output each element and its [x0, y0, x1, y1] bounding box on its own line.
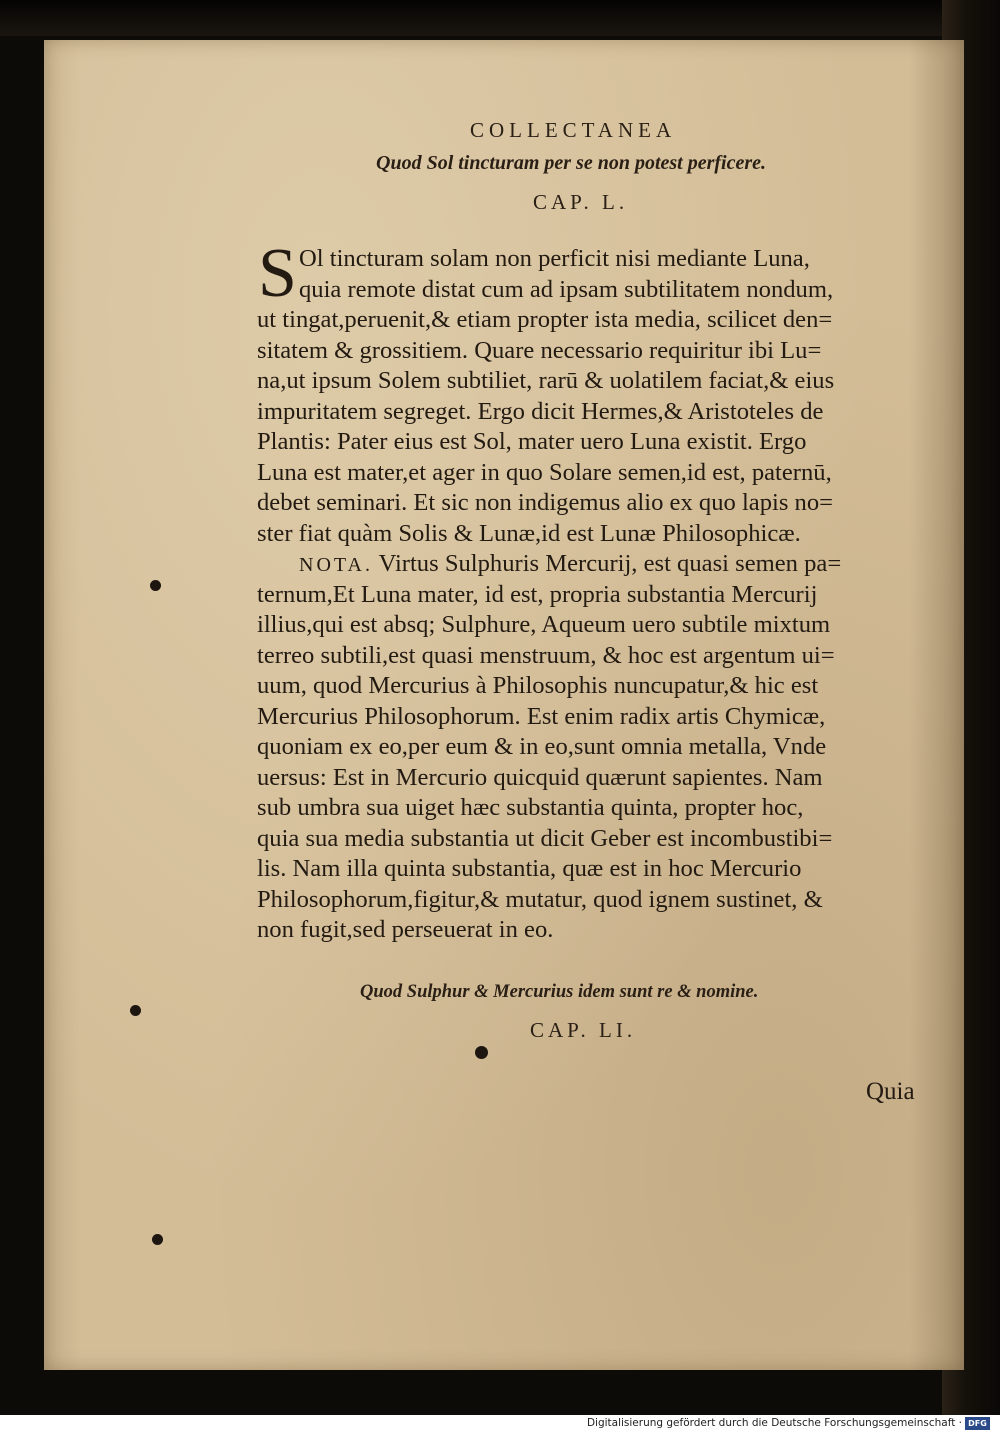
text-line: sub umbra sua uiget hæc substantia quinta, propter hoc,	[257, 794, 804, 821]
text-line: quoniam ex eo,per eum & in eo,sunt omnia metalla, Vnde	[257, 733, 827, 760]
footer-credit: Digitalisierung gefördert durch die Deutsche Forschungsgemeinschaft ·	[586, 1417, 962, 1429]
catchword: Quia	[866, 1078, 915, 1105]
text-line: impuritatem segreget. Ergo dicit Hermes,& Aristoteles de	[257, 397, 824, 425]
text-line: ternum,Et Luna mater, id est, propria substantia Mercurij	[257, 580, 818, 608]
scan-top-edge	[0, 0, 1000, 36]
ink-spot-mark	[475, 1046, 488, 1059]
text-line: Mercurius Philosophorum. Est enim radix artis Chymicæ,	[257, 702, 826, 730]
text-line: na,ut ipsum Solem subtiliet, rarū & uolatilem faciat,& eius	[257, 367, 835, 394]
text-line: sitatem & grossitiem. Quare necessario requiritur ibi Lu=	[257, 336, 822, 364]
chapter-50-title: Quod Sol tincturam per se non potest perficere.	[376, 152, 767, 174]
binding-hole-mark	[130, 1005, 141, 1016]
chapter-50-number: CAP. L.	[533, 190, 629, 214]
dfg-logo-icon: DFG	[965, 1417, 990, 1430]
text-line: ster fiat quàm Solis & Lunæ,id est Lunæ Philosophicæ.	[257, 519, 801, 547]
text-line: Ol tincturam solam non perficit nisi mediante Luna,	[299, 245, 810, 272]
body-text	[257, 235, 947, 946]
text-line: Plantis: Pater eius est Sol, mater uero Luna existit. Ergo	[257, 428, 807, 455]
text-line: debet seminari. Et sic non indigemus alio ex quo lapis no=	[257, 489, 834, 516]
text-line: quia remote distat cum ad ipsam subtilitatem nondum,	[299, 275, 834, 303]
chapter-51-title: Quod Sulphur & Mercurius idem sunt re & nomine.	[360, 982, 759, 1002]
text-line: quia sua media substantia ut dicit Geber est incombustibi=	[257, 824, 833, 852]
binding-hole-mark	[150, 580, 161, 591]
text-line: non fugit,sed perseuerat in eo.	[257, 916, 554, 943]
text-line: uersus: Est in Mercurio quicquid quærunt sapientes. Nam	[257, 763, 823, 791]
chapter-51-number: CAP. LI.	[530, 1018, 637, 1042]
binding-hole-mark	[152, 1234, 163, 1245]
drop-cap: S	[258, 235, 297, 312]
running-head: COLLECTANEA	[470, 118, 677, 142]
nota-label: NOTA.	[299, 554, 373, 576]
text-line: uum, quod Mercurius à Philosophis nuncupatur,& hic est	[257, 672, 819, 699]
text-line: Virtus Sulphuris Mercurij, est quasi semen pa=	[372, 550, 842, 577]
text-line: lis. Nam illa quinta substantia, quæ est in hoc Mercurio	[257, 855, 802, 882]
text-line: Luna est mater,et ager in quo Solare semen,id est, paternū,	[257, 458, 832, 486]
text-line: Philosophorum,figitur,& mutatur, quod ignem sustinet, &	[257, 885, 823, 913]
nota-line	[257, 549, 947, 580]
text-line: ut tingat,peruenit,& etiam propter ista media, scilicet den=	[257, 306, 833, 333]
text-line: terreo subtili,est quasi menstruum, & hoc est argentum ui=	[257, 641, 835, 669]
text-line: illius,qui est absq; Sulphure, Aqueum uero subtile mixtum	[257, 611, 831, 638]
